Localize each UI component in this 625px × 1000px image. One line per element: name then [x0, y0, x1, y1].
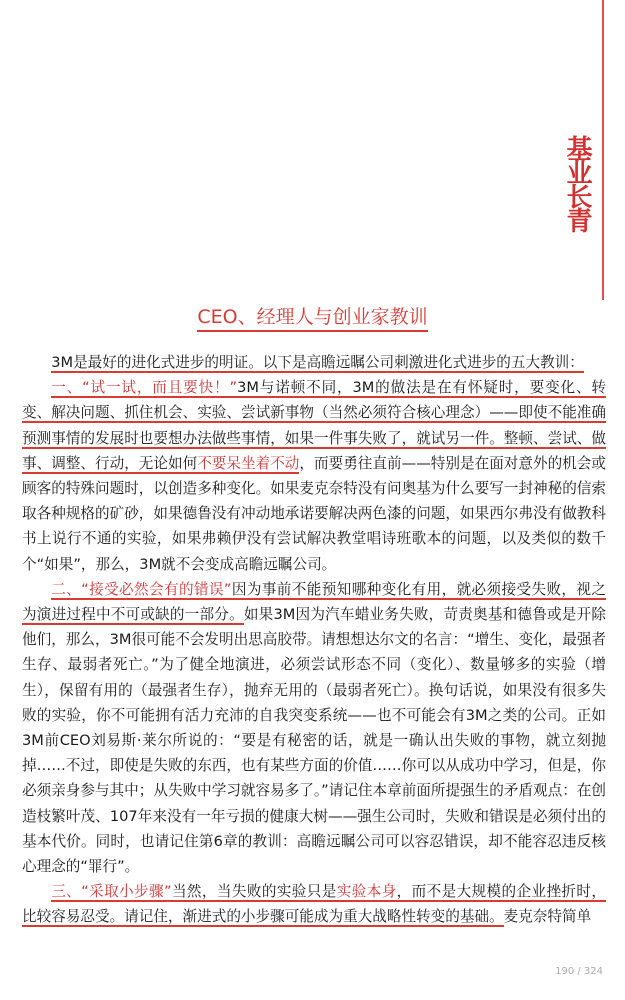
paragraph: [22, 375, 606, 577]
section-title-text: CEO、经理人与创业家教训: [197, 306, 427, 332]
highlighted-text: 三、“采取小步骤”: [51, 883, 172, 901]
text-run: 如果3M因为汽车蜡业务失败，苛责奥基和德鲁或是开除他们，那么，3M很可能不会发明出思高胶带。请想想达尔文的名言：“增生、变化，最强者生存、最弱者死亡。”为了健全地演进，必须尝试形态不同（变化）、数量够多的实验（增生），保留有用的（最强者生存），抛弃无用的（最弱者死亡）。换句话说，如果没有很多失败的实验，你不可能拥有活力充沛的自我突变系统——也不可能会有3M之类的公司。正如3M前CEO刘易斯·莱尔所说的：“要是有秘密的话，就是一确认出失败的事物，就立刻抛掉……不过，即使是失败的东西，也有某些方面的价值……你可以从成功中学习，但是，你必须亲身参与其中；从失败中学习就容易多了。”请记住本章前面所提强生的矛盾观点：在创造枝繁叶茂、107年来没有一年亏损的健康大树——强生公司时，失败和错误是必须付出的基本代价。同时，也请记住第6章的教训：高瞻远瞩公司可以容忍错误，却不能容忍违反核心理念的“罪行”。: [22, 606, 607, 876]
highlighted-text: 3M与诺顿不同，3M的做法是在有怀疑时，要变化、转变、解决问题、抓住机会、实验、尝试新事物（当然必须符合核心理念）——即使不能准确预测事情的发展时也要想办法做些事情，如果一件事失败了，就试另一件。整顿、尝试、做事、调整、行动，无论如何: [22, 379, 607, 472]
text-run: ，而要勇往直前——特别是在面对意外的机会或顾客的特殊问题时，以创造多种变化。如果麦克奈特没有问奥基为什么要写一封神秘的信索取各种规格的矿砂，如果德鲁没有冲动地承诺要解决两色漆的问题，如果西尔弗没有做教科书上说行不通的实验，如果弗赖伊没有尝试解决教堂唱诗班歌本的问题，以及类似的数千个“如果”，那么，3M就不会变成高瞻远瞩公司。: [22, 454, 606, 573]
highlighted-text: ，而不是大规模的企业挫折时，比较容易忍受。请记住，渐进式的小步骤可能成为重大战略性转变的基础。: [22, 883, 606, 926]
paragraph: [22, 350, 606, 375]
page-number: 190 / 324: [555, 966, 603, 977]
section-title: [0, 302, 625, 329]
highlighted-text: 不要呆坐着不动: [197, 454, 300, 472]
paragraph: [22, 879, 606, 929]
highlighted-text: 当然，当失败的实验只是: [171, 883, 337, 901]
highlighted-text: 二、“接受必然会有的错误”: [51, 580, 232, 598]
red-edge-line: [602, 0, 604, 300]
highlighted-text: 实验本身: [336, 883, 397, 901]
highlighted-text: 3M是最好的进化式进步的明证。以下是高瞻远瞩公司刺激进化式进步的五大教训：: [51, 354, 584, 371]
highlighted-text: 一、“试一试，而且要快！”: [51, 379, 238, 397]
text-run: 麦克奈特简单: [503, 908, 592, 926]
body-text: [22, 350, 606, 930]
book-title-stamp: 基业长青: [562, 135, 592, 231]
highlighted-text: 因为事前不能预知哪种变化有用，就必须接受失败，视之为演进过程中不可或缺的一部分。: [22, 580, 606, 624]
paragraph: [22, 577, 606, 879]
